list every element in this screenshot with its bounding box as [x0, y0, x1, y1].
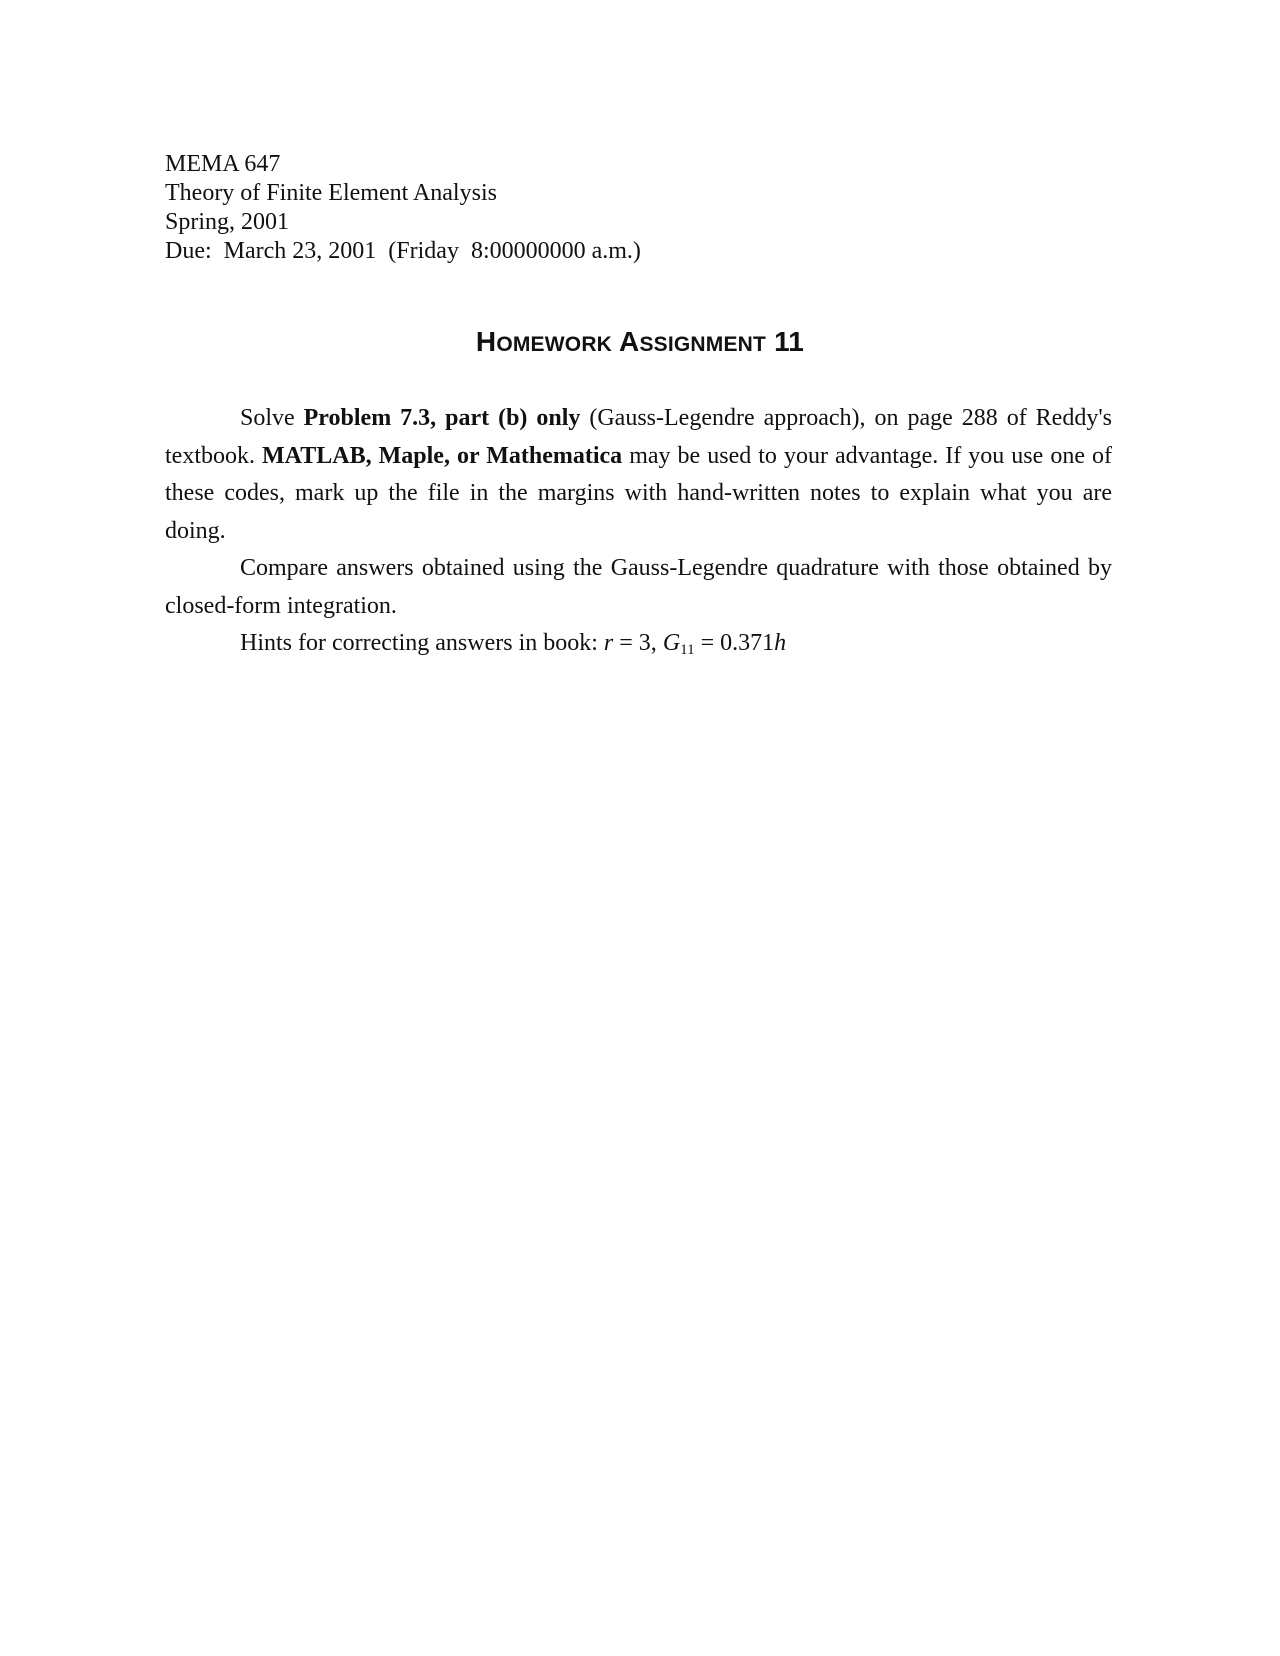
title-ssignment: SSIGNMENT	[639, 333, 767, 356]
p1-text-3: may be used to your advantage. If you use one of these codes, mark up the file in the margins with hand-written notes to explain what you are doing.	[165, 442, 1113, 544]
title-number: 11	[774, 326, 805, 357]
page-title	[0, 326, 1280, 358]
var-r: r	[603, 630, 614, 656]
term: Spring, 2001	[165, 209, 290, 235]
title-omework: OMEWORK	[496, 333, 613, 356]
p1-bold-problem: Problem 7.3, part (b) only	[303, 405, 581, 431]
paragraph-problem	[165, 400, 1112, 550]
header-block	[165, 150, 1125, 266]
var-g: G	[662, 630, 681, 656]
r-value: = 3,	[613, 630, 663, 656]
p1-text-1: Solve	[240, 405, 304, 431]
p1-text-2: (Gauss-Legendre approach), on page 288 of Reddy's textbook.	[165, 405, 1112, 469]
paragraph-hints	[165, 625, 1112, 663]
due-date: Due: March 23, 2001 (Friday 8:00000000 a.m.)	[165, 238, 641, 264]
title-h: H	[475, 326, 497, 357]
course-title: Theory of Finite Element Analysis	[165, 180, 497, 206]
body-text	[165, 400, 1112, 663]
course-code: MEMA 647	[165, 151, 281, 177]
g-value: = 0.371	[694, 630, 775, 656]
paragraph-compare	[165, 550, 1112, 625]
title-a: A	[619, 326, 640, 357]
hints-lead: Hints for correcting answers in book:	[240, 630, 604, 656]
p2-text: Compare answers obtained using the Gauss-Legendre quadrature with those obtained by closed-form integration.	[165, 555, 1112, 619]
var-h: h	[774, 630, 787, 656]
p1-bold-software: MATLAB, Maple, or Mathematica	[262, 442, 623, 469]
g-subscript: 11	[680, 642, 695, 658]
